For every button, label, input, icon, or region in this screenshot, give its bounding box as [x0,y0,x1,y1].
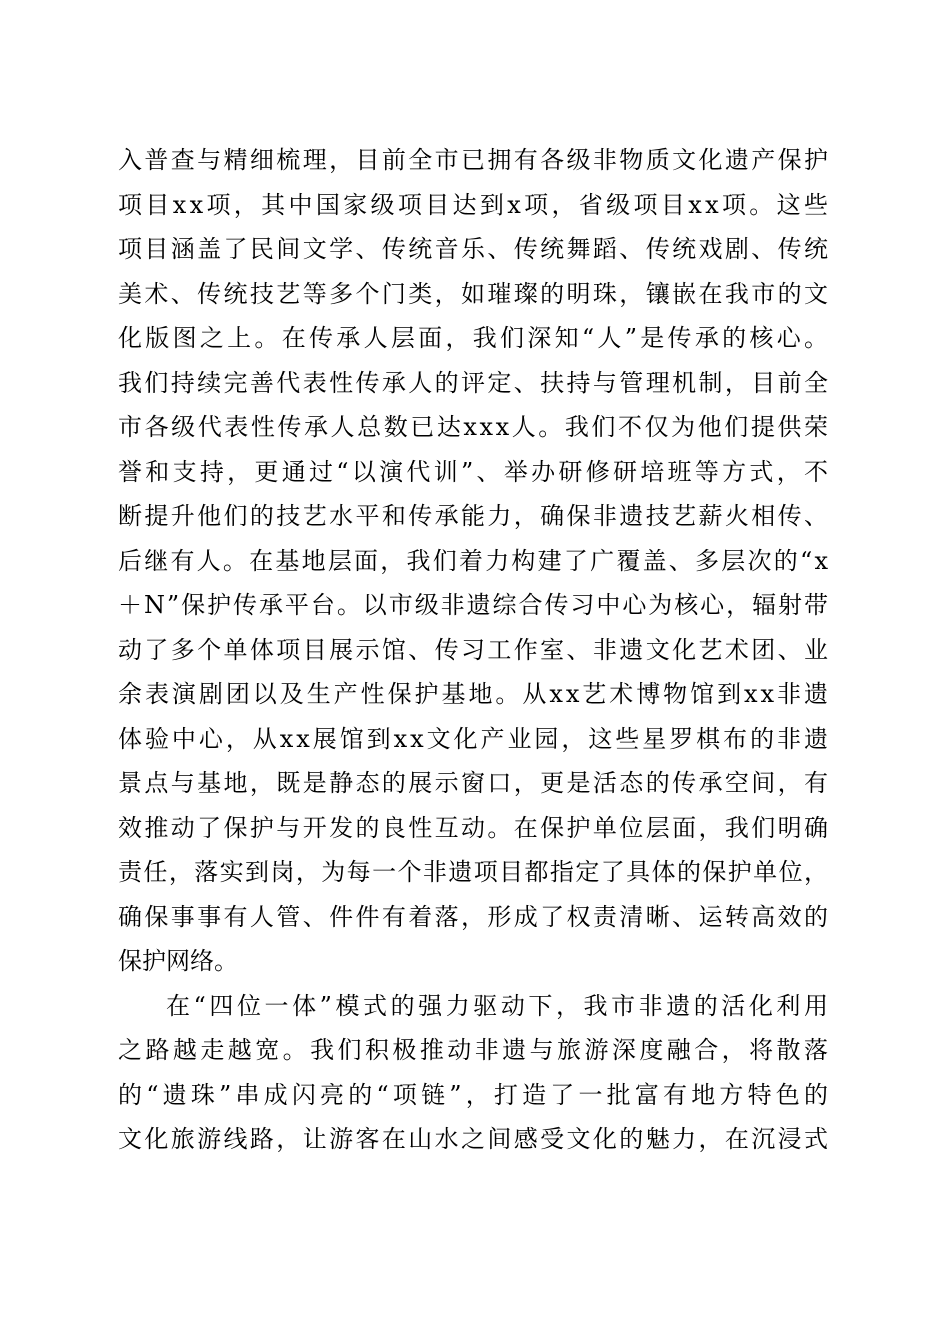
text-line: 我们持续完善代表性传承人的评定、扶持与管理机制，目前全 [118,368,831,397]
text-line: 入普查与精细梳理，目前全市已拥有各级非物质文化遗产保护 [118,146,831,174]
paragraph-2 [118,984,833,1162]
text-line: 动了多个单体项目展示馆、传习工作室、非遗文化艺术团、业 [118,635,831,664]
text-line: 化版图之上。在传承人层面，我们深知“人”是传承的核心。 [118,324,832,352]
text-line: 在“四位一体”模式的强力驱动下，我市非遗的活化利用 [166,991,832,1020]
document-body [118,138,833,1162]
text-line: 保护网络。 [118,947,238,975]
text-line: 景点与基地，既是静态的展示窗口，更是活态的传承空间，有 [118,769,831,797]
text-line: 项目xx项，其中国家级项目达到x项，省级项目xx项。这些 [118,190,832,219]
text-line: 断提升他们的技艺水平和传承能力，确保非遗技艺薪火相传、 [118,502,831,530]
text-line: 的“遗珠”串成闪亮的“项链”，打造了一批富有地方特色的 [118,1080,833,1109]
text-line: 责任，落实到岗，为每一个非遗项目都指定了具体的保护单位， [118,858,830,886]
text-line: 确保事事有人管、件件有着落，形成了权责清晰、运转高效的 [118,902,831,931]
text-line: 后继有人。在基地层面，我们着力构建了广覆盖、多层次的“x [118,546,831,575]
text-line: 体验中心，从xx展馆到xx文化产业园，这些星罗棋布的非遗 [118,724,831,753]
text-line: 文化旅游线路，让游客在山水之间感受文化的魅力，在沉浸式 [118,1125,831,1153]
text-line: ＋N”保护传承平台。以市级非遗综合传习中心为核心，辐射带 [118,591,830,619]
text-line: 项目涵盖了民间文学、传统音乐、传统舞蹈、传统戏剧、传统 [118,235,831,263]
text-line: 余表演剧团以及生产性保护基地。从xx艺术博物馆到xx非遗 [118,680,831,708]
text-line: 市各级代表性传承人总数已达xxx人。我们不仅为他们提供荣 [118,413,831,441]
text-line: 誉和支持，更通过“以演代训”、举办研修研培班等方式，不 [118,457,832,486]
text-line: 美术、传统技艺等多个门类，如璀璨的明珠，镶嵌在我市的文 [118,279,831,308]
paragraph-1 [118,138,832,984]
text-line: 之路越走越宽。我们积极推动非遗与旅游深度融合，将散落 [118,1036,832,1064]
text-line: 效推动了保护与开发的良性互动。在保护单位层面，我们明确 [118,813,831,842]
